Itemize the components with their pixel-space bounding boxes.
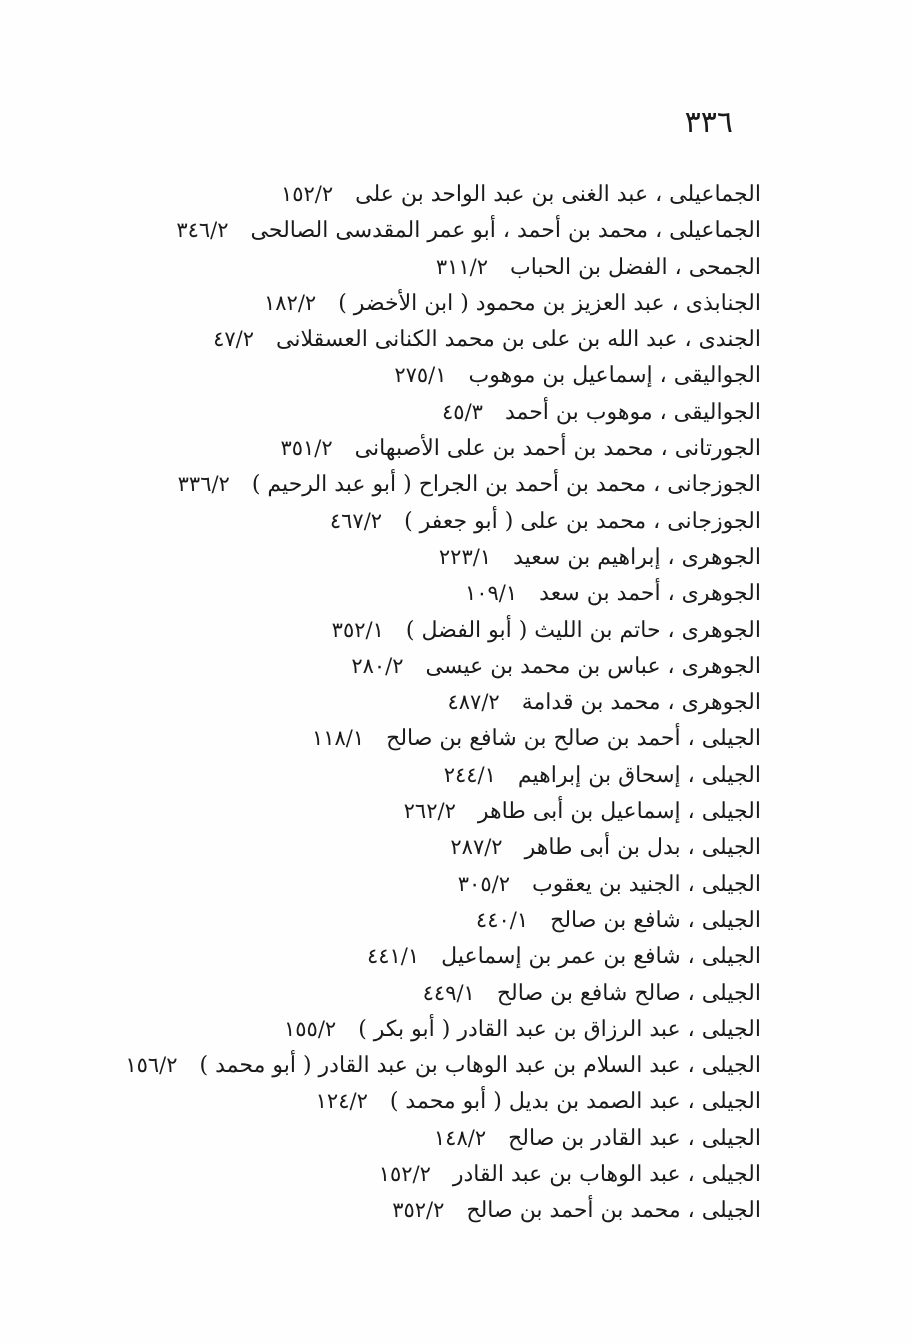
index-entry xyxy=(41,829,761,865)
index-entry xyxy=(41,321,761,357)
index-entry xyxy=(41,1156,761,1192)
entry-name: الجوزجانى ، محمد بن أحمد بن الجراح ( أبو عبد الرحيم ) xyxy=(251,472,761,498)
entry-reference: ٢٨٧/٢ xyxy=(450,835,503,860)
entry-name: الجواليقى ، إسماعيل بن موهوب xyxy=(468,363,761,389)
entry-name: الجندى ، عبد الله بن على بن محمد الكنانى العسقلانى xyxy=(276,327,761,353)
entry-name: الجوهرى ، إبراهيم بن سعيد xyxy=(513,544,761,570)
index-entry xyxy=(41,902,761,938)
entry-reference: ١٥٦/٢ xyxy=(125,1053,178,1078)
entry-reference: ٣٥٢/٢ xyxy=(392,1198,445,1223)
entry-reference: ٣٥١/٢ xyxy=(280,436,333,461)
entry-reference: ٤٦٧/٢ xyxy=(329,508,383,533)
index-entry xyxy=(41,575,761,611)
page-number: ٣٣٦ xyxy=(684,105,733,140)
entry-name: الجيلى ، عبد الصمد بن بديل ( أبو محمد ) xyxy=(389,1089,761,1115)
index-entry xyxy=(41,285,761,321)
entry-reference: ٢٨٠/٢ xyxy=(351,653,404,678)
entry-name: الجيلى ، محمد بن أحمد بن صالح xyxy=(466,1198,761,1224)
entry-reference: ٢٦٢/٢ xyxy=(403,799,456,824)
entry-name: الجيلى ، عبد القادر بن صالح xyxy=(508,1125,761,1151)
entry-name: الجيلى ، أحمد بن صالح بن شافع بن صالح xyxy=(386,726,761,752)
index-entry xyxy=(41,975,761,1011)
entry-reference: ٣٥٢/١ xyxy=(331,617,384,642)
entry-reference: ١١٨/١ xyxy=(311,726,365,751)
entry-name: الجنابذى ، عبد العزيز بن محمود ( ابن الأخضر ) xyxy=(338,290,761,316)
index-entry xyxy=(41,612,761,648)
entry-name: الجيلى ، الجنيد بن يعقوب xyxy=(531,871,761,897)
entry-reference: ١٥٢/٢ xyxy=(378,1162,431,1187)
entry-name: الجوهرى ، عباس بن محمد بن عيسى xyxy=(425,653,761,679)
entry-reference: ٤٨٧/٢ xyxy=(447,690,500,715)
index-entry xyxy=(41,430,761,466)
index-entry xyxy=(41,1120,761,1156)
entry-reference: ٤٤١/١ xyxy=(366,944,420,969)
index-entry xyxy=(41,866,761,902)
index-entry xyxy=(41,684,761,720)
entry-reference: ٢٢٣/١ xyxy=(438,544,492,569)
index-entry xyxy=(41,503,761,539)
entry-name: الجيلى ، بدل بن أبى طاهر xyxy=(524,835,761,861)
index-entry xyxy=(41,1011,761,1047)
entry-reference: ١٥٥/٢ xyxy=(283,1016,337,1041)
entry-name: الجيلى ، عبد الوهاب بن عبد القادر xyxy=(452,1162,761,1188)
entry-reference: ١٠٩/١ xyxy=(464,581,518,606)
entry-reference: ٣٤٦/٢ xyxy=(176,218,229,243)
entry-name: الجوهرى ، أحمد بن سعد xyxy=(539,581,761,607)
entry-name: الجيلى ، عبد الرزاق بن عبد القادر ( أبو بكر ) xyxy=(358,1016,761,1042)
index-entry xyxy=(41,357,761,393)
entry-reference: ٣٣٦/٢ xyxy=(177,472,230,497)
entry-name: الجورتانى ، محمد بن أحمد بن على الأصبهانى xyxy=(354,436,761,462)
entry-reference: ٢٧٥/١ xyxy=(394,363,447,388)
entry-name: الجوهرى ، محمد بن قدامة xyxy=(521,690,761,716)
index-entries xyxy=(41,176,761,1229)
entry-name: الجوهرى ، حاتم بن الليث ( أبو الفضل ) xyxy=(405,617,761,643)
entry-name: الجيلى ، شافع بن صالح xyxy=(550,907,761,933)
entry-reference: ٤٧/٢ xyxy=(213,327,255,352)
entry-reference: ١٤٨/٢ xyxy=(433,1125,487,1150)
index-entry xyxy=(41,1083,761,1119)
entry-reference: ١٢٤/٢ xyxy=(315,1089,368,1114)
index-entry xyxy=(41,212,761,248)
index-entry xyxy=(41,394,761,430)
entry-name: الجيلى ، صالح شافع بن صالح xyxy=(496,980,761,1006)
entry-name: الجماعيلى ، عبد الغنى بن عبد الواحد بن على xyxy=(355,182,761,207)
index-entry xyxy=(41,176,761,212)
entry-name: الجماعيلى ، محمد بن أحمد ، أبو عمر المقدسى الصالحى xyxy=(250,218,761,244)
entry-name: الجيلى ، إسماعيل بن أبى طاهر xyxy=(477,799,761,825)
index-entry xyxy=(41,938,761,974)
entry-name: الجيلى ، عبد السلام بن عبد الوهاب بن عبد القادر ( أبو محمد ) xyxy=(199,1053,761,1079)
entry-reference: ٣٠٥/٢ xyxy=(457,871,510,896)
index-entry xyxy=(41,793,761,829)
entry-reference: ٣١١/٢ xyxy=(435,254,489,279)
entry-reference: ٢٤٤/١ xyxy=(443,762,496,787)
index-entry xyxy=(41,757,761,793)
entry-name: الجيلى ، إسحاق بن إبراهيم xyxy=(517,762,761,788)
index-entry xyxy=(41,249,761,285)
entry-reference: ١٨٢/٢ xyxy=(264,290,317,315)
index-entry xyxy=(41,466,761,502)
index-entry xyxy=(41,720,761,756)
entry-reference: ٤٤٩/١ xyxy=(422,980,475,1005)
index-entry xyxy=(41,648,761,684)
entry-reference: ٤٤٠/١ xyxy=(475,907,529,932)
index-entry xyxy=(41,1192,761,1228)
index-entry xyxy=(41,539,761,575)
entry-name: الجوزجانى ، محمد بن على ( أبو جعفر ) xyxy=(404,508,761,534)
entry-reference: ١٥٢/٢ xyxy=(280,182,334,206)
entry-reference: ٤٥/٣ xyxy=(442,399,483,424)
index-entry xyxy=(41,1047,761,1083)
entry-name: الجمحى ، الفضل بن الحباب xyxy=(510,254,761,280)
entry-name: الجيلى ، شافع بن عمر بن إسماعيل xyxy=(441,944,761,970)
entry-name: الجواليقى ، موهوب بن أحمد xyxy=(504,399,761,425)
